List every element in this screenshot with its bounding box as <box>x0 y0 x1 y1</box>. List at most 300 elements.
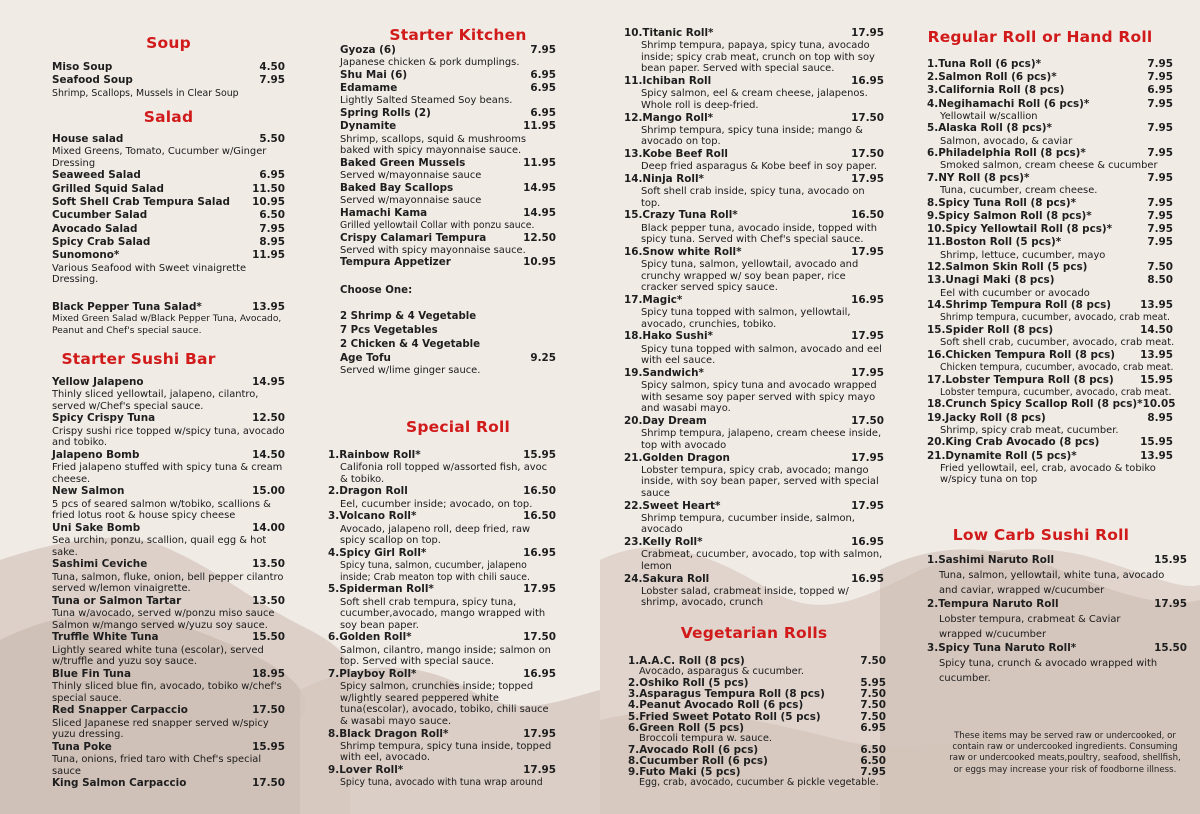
item-desc: Thinly sliced blue fin, avocado, tobiko w/chef's special sauce. <box>52 681 282 704</box>
item-price: 7.50 <box>860 688 886 701</box>
item-desc: Eel, cucumber inside; avocado, on top. <box>340 498 533 510</box>
vegetarian-list <box>628 656 886 789</box>
item-name <box>328 668 417 681</box>
item-desc: Lobster tempura, spicy crab, avocado; mango inside, with soy bean paper, served with special sauce <box>641 464 879 499</box>
item-title: Sandwich* <box>642 366 704 379</box>
item-title: Sakura Roll <box>642 572 710 585</box>
item-desc: Tuna, onions, fried taro with Chef's special sauce <box>52 754 262 777</box>
menu-item <box>328 449 556 485</box>
item-number: 4. <box>927 97 939 110</box>
menu-item <box>52 741 285 777</box>
item-price: 17.95 <box>851 172 884 185</box>
menu-item <box>624 173 884 209</box>
item-price: 16.95 <box>523 667 556 680</box>
item-price: 6.95 <box>530 82 556 95</box>
item-title: Peanut Avocado Roll (6 pcs) <box>639 699 804 712</box>
item-desc: Sliced Japanese red snapper served w/spicy yuzu dressing. <box>52 717 269 741</box>
item-price: 7.95 <box>1147 236 1173 249</box>
item-price: 17.50 <box>851 415 884 428</box>
item-desc: Broccoli tempura w. sauce. <box>639 733 773 745</box>
item-name: Seafood Soup <box>52 74 133 87</box>
item-number: 3. <box>927 84 939 97</box>
item-price: 17.95 <box>851 451 884 464</box>
item-number: 9. <box>328 764 340 777</box>
item-name <box>927 598 1059 612</box>
item-price: 16.95 <box>523 546 556 559</box>
item-name: Soft Shell Crab Tempura Salad <box>52 196 230 209</box>
item-desc: Japanese chicken & pork dumplings. <box>340 57 520 69</box>
item-title: Sweet Heart* <box>642 499 721 512</box>
item-price: 17.50 <box>851 148 884 161</box>
item-title: Cucumber Roll (6 pcs) <box>639 755 768 768</box>
item-name: Black Pepper Tuna Salad* <box>52 300 202 313</box>
vegetarian-rolls-title: Vegetarian Rolls <box>680 624 828 642</box>
item-price: 7.50 <box>860 710 886 723</box>
item-title: Philadelphia Roll (8 pcs)* <box>938 147 1086 160</box>
item-title: Spicy Girl Roll* <box>339 546 427 559</box>
item-number: 2. <box>628 677 640 689</box>
menu-item <box>927 210 1173 223</box>
item-price: 6.50 <box>860 755 886 768</box>
starter-kitchen-title: Starter Kitchen <box>389 26 527 44</box>
item-desc: Lobster tempura, crabmeat & Caviar wrapped w/cucumber <box>939 613 1121 641</box>
item-desc: Tuna, salmon, fluke, onion, bell pepper cilantro served w/lemon vinaigrette. <box>52 571 284 595</box>
menu-item <box>52 301 285 337</box>
item-name: Yellow Jalapeno <box>52 376 144 388</box>
item-name <box>624 573 709 586</box>
item-desc: Crispy sushi rice topped w/spicy tuna, avocado and tobiko. <box>52 425 285 449</box>
item-title: Ninja Roll* <box>642 172 704 185</box>
item-title: Tempura Naruto Roll <box>938 598 1059 611</box>
item-title: Alaska Roll (8 pcs)* <box>938 122 1052 135</box>
item-desc: Shrimp, Scallops, Mussels in Clear Soup <box>52 87 239 99</box>
item-name <box>927 349 1115 362</box>
soup-title: Soup <box>146 34 191 52</box>
item-title: Playboy Roll* <box>339 667 417 680</box>
item-title: Spicy Yellowtail Roll (8 pcs)* <box>945 223 1113 236</box>
menu-item <box>927 172 1173 197</box>
menu-item <box>52 236 285 249</box>
item-number: 12. <box>927 261 946 274</box>
item-name: Cucumber Salad <box>52 209 148 222</box>
item-title: Tuna Roll (6 pcs)* <box>938 58 1041 70</box>
item-number: 21. <box>624 451 643 464</box>
menu-item <box>927 642 1187 686</box>
item-number: 2. <box>927 598 939 611</box>
item-name: Hamachi Kama <box>340 206 428 219</box>
menu-item <box>340 207 556 232</box>
item-title: Kelly Roll* <box>642 536 703 549</box>
item-desc: Served w/mayonnaise sauce <box>340 170 482 182</box>
menu-item <box>340 232 556 257</box>
menu-item <box>340 182 556 207</box>
item-price: 18.95 <box>252 667 285 680</box>
item-number: 24. <box>624 572 643 585</box>
item-price: 11.95 <box>252 249 285 262</box>
item-name <box>624 173 704 186</box>
item-name: Seaweed Salad <box>52 169 141 182</box>
item-price: 13.50 <box>252 594 285 607</box>
item-name: Tempura Appetizer <box>340 256 451 269</box>
menu-item <box>628 767 886 789</box>
item-price: 12.50 <box>523 231 556 244</box>
menu-item <box>624 75 884 111</box>
menu-item <box>52 449 285 485</box>
item-name <box>927 450 1077 463</box>
menu-item <box>52 485 285 521</box>
menu-item <box>927 58 1173 71</box>
item-price: 15.95 <box>1140 373 1173 386</box>
menu-item <box>328 668 556 728</box>
item-title: Jacky Roll (8 pcs) <box>945 411 1046 424</box>
item-name: Baked Green Mussels <box>340 156 466 169</box>
regular-roll-title: Regular Roll or Hand Roll <box>927 28 1153 46</box>
item-price: 11.95 <box>523 156 556 169</box>
item-name <box>927 642 1076 656</box>
item-price: 13.95 <box>1140 348 1173 361</box>
menu-item <box>927 412 1173 437</box>
menu-item <box>927 122 1173 147</box>
menu-item <box>52 169 285 182</box>
item-title: Green Roll (5 pcs) <box>639 721 744 734</box>
item-number: 18. <box>624 330 643 343</box>
item-price: 14.50 <box>252 448 285 461</box>
item-title: Sashimi Naruto Roll <box>938 554 1055 566</box>
menu-item <box>927 398 1176 411</box>
item-desc: Shrimp tempura, cucumber, avocado, crab meat. <box>940 312 1170 324</box>
tempura-option: 2 Shrimp & 4 Vegetable <box>340 311 477 323</box>
item-desc: Fried jalapeno stuffed with spicy tuna & cream cheese. <box>52 462 283 485</box>
item-desc: Salmon, avocado, & caviar <box>940 135 1073 147</box>
item-number: 16. <box>927 348 946 361</box>
item-price: 17.95 <box>523 727 556 740</box>
item-price: 7.95 <box>1147 196 1173 209</box>
menu-item <box>328 583 556 631</box>
low-carb-list <box>927 554 1187 687</box>
salad-list <box>52 133 285 337</box>
item-title: Spiderman Roll* <box>339 583 434 596</box>
item-price: 7.95 <box>1147 122 1173 135</box>
item-title: Fried Sweet Potato Roll (5 pcs) <box>639 710 821 723</box>
item-desc: Yellowtail w/scallion <box>940 110 1038 122</box>
item-price: 13.95 <box>1140 299 1173 312</box>
item-price: 17.95 <box>523 764 556 777</box>
item-name: Crispy Calamari Tempura <box>340 231 487 244</box>
menu-item <box>927 324 1173 349</box>
item-title: Kobe Beef Roll <box>642 148 728 161</box>
menu-item <box>52 376 285 412</box>
item-price: 17.50 <box>851 111 884 124</box>
item-name: Sunomono* <box>52 249 120 262</box>
item-price: 6.95 <box>259 169 285 182</box>
item-price: 13.50 <box>252 558 285 571</box>
item-title: Lover Roll* <box>339 764 404 777</box>
item-title: Titanic Roll* <box>642 27 714 39</box>
item-name <box>927 236 1061 249</box>
item-name <box>624 500 720 513</box>
item-number: 9. <box>628 766 640 779</box>
item-title: Ichiban Roll <box>642 75 712 88</box>
menu-item <box>328 728 556 764</box>
item-number: 2. <box>927 71 939 84</box>
item-desc: Mixed Greens, Tomato, Cucumber w/Ginger Dressing <box>52 146 267 169</box>
item-price: 17.95 <box>851 499 884 512</box>
item-name: Spring Rolls (2) <box>340 107 431 120</box>
menu-item <box>340 256 556 269</box>
menu-item <box>624 452 884 500</box>
item-price: 14.00 <box>252 521 285 534</box>
item-name: Baked Bay Scallops <box>340 181 454 194</box>
item-number: 20. <box>927 436 946 449</box>
item-number: 2. <box>328 485 340 498</box>
item-title: Futo Maki (5 pcs) <box>639 766 741 779</box>
item-name <box>927 554 1054 568</box>
item-price: 17.95 <box>523 583 556 596</box>
item-name: Uni Sake Bomb <box>52 521 141 534</box>
tempura-option: 2 Chicken & 4 Vegetable <box>340 338 481 350</box>
item-desc: Lobster salad, crabmeat inside, topped w/ shrimp, avocado, crunch <box>641 585 849 609</box>
item-title: Crazy Tuna Roll* <box>642 209 738 222</box>
item-price: 6.50 <box>259 209 285 222</box>
item-number: 6. <box>927 147 939 160</box>
item-name <box>328 631 412 644</box>
tempura-option: 7 Pcs Vegetables <box>340 325 438 337</box>
item-name: Shu Mai (6) <box>340 68 408 81</box>
item-number: 5. <box>628 710 640 723</box>
menu-item <box>52 209 285 222</box>
item-name <box>624 294 682 307</box>
item-number: 6. <box>328 631 340 644</box>
item-price: 14.95 <box>523 181 556 194</box>
item-number: 16. <box>624 245 643 258</box>
item-number: 19. <box>624 366 643 379</box>
menu-item <box>927 450 1173 486</box>
item-price: 11.50 <box>252 182 285 195</box>
item-name <box>927 436 1099 449</box>
item-price: 16.95 <box>851 536 884 549</box>
item-price: 7.95 <box>1147 210 1173 222</box>
item-number: 11. <box>927 236 946 249</box>
item-number: 20. <box>624 415 643 428</box>
item-desc: Avocado, asparagus & cucumber. <box>639 666 805 678</box>
item-name: New Salmon <box>52 485 125 498</box>
menu-item <box>52 668 285 704</box>
item-desc: Shrimp tempura, spicy tuna inside; mango & avocado on top. <box>641 124 863 148</box>
menu-item <box>624 148 884 173</box>
item-desc: Califonia roll topped w/assorted fish, avoc & tobiko. <box>340 462 548 485</box>
item-number: 3. <box>628 688 640 701</box>
item-desc: Tuna, cucumber, cream cheese. <box>940 185 1098 197</box>
menu-item <box>340 44 556 69</box>
item-name <box>328 510 416 523</box>
menu-item <box>624 246 884 294</box>
item-name: Tuna or Salmon Tartar <box>52 594 182 607</box>
item-name <box>328 547 426 560</box>
item-price: 8.95 <box>1147 411 1173 424</box>
item-name <box>927 374 1114 387</box>
menu-item <box>52 61 285 74</box>
item-number: 7. <box>328 667 340 680</box>
item-desc: Black pepper tuna, avocado inside, topped with spicy tuna. Served with Chef's special sauce. <box>641 222 877 246</box>
item-desc: Spicy tuna topped with salmon, avocado and eel with eel sauce. <box>641 343 882 367</box>
item-name <box>927 412 1046 425</box>
menu-item <box>340 157 556 182</box>
regular-roll-list <box>927 58 1176 486</box>
item-desc: Egg, crab, avocado, cucumber & pickle vegetable. <box>639 777 879 789</box>
item-name: Age Tofu <box>340 351 391 364</box>
item-name: Edamame <box>340 82 398 95</box>
menu-item <box>52 558 285 594</box>
item-desc: Served with spicy mayonnaise sauce. <box>340 244 526 256</box>
menu-item <box>927 349 1173 374</box>
item-number: 5. <box>927 122 939 135</box>
menu-item <box>52 631 285 667</box>
item-price: 14.50 <box>1140 324 1173 336</box>
item-name <box>927 274 1054 287</box>
item-number: 8. <box>927 196 939 209</box>
item-title: A.A.C. Roll (8 pcs) <box>639 655 745 667</box>
item-name <box>927 122 1052 135</box>
item-price: 15.95 <box>252 740 285 753</box>
menu-item <box>624 112 884 148</box>
item-price: 7.50 <box>860 699 886 712</box>
item-desc: Lobster tempura, cucumber, avocado, crab meat. <box>940 386 1172 398</box>
item-number: 4. <box>628 699 640 712</box>
item-name: Grilled Squid Salad <box>52 182 164 195</box>
item-price: 7.95 <box>1147 223 1173 236</box>
item-price: 10.95 <box>252 196 285 209</box>
item-name <box>927 147 1086 160</box>
item-price: 15.95 <box>1140 436 1173 449</box>
menu-item <box>340 107 556 120</box>
item-price: 7.95 <box>259 222 285 235</box>
item-title: Avocado Roll (6 pcs) <box>639 743 759 756</box>
item-number: 1. <box>927 554 939 566</box>
item-name <box>624 330 713 343</box>
item-price: 7.95 <box>259 74 285 87</box>
item-name <box>927 197 1076 210</box>
item-number: 15. <box>624 209 643 222</box>
item-title: Boston Roll (5 pcs)* <box>945 236 1062 249</box>
item-name: Blue Fin Tuna <box>52 667 131 680</box>
item-title: King Crab Avocado (8 pcs) <box>945 436 1100 449</box>
item-name: Avocado Salad <box>52 222 138 235</box>
item-desc: Grilled yellowtail Collar with ponzu sauce. <box>340 219 535 231</box>
menu-item <box>927 554 1187 598</box>
item-name: Gyoza (6) <box>340 44 396 56</box>
item-price: 17.50 <box>252 777 285 790</box>
menu-item <box>927 374 1173 399</box>
item-number: 10. <box>624 27 643 39</box>
item-name <box>624 148 728 161</box>
menu-item <box>340 69 556 82</box>
item-price: 15.50 <box>1154 642 1187 655</box>
item-title: Black Dragon Roll* <box>339 727 449 740</box>
sushi-bar-list <box>52 376 285 791</box>
item-name <box>927 261 1087 274</box>
item-title: Asparagus Tempura Roll (8 pcs) <box>639 688 825 701</box>
item-desc: Spicy tuna, salmon, yellowtail, avocado and crunchy wrapped w/ soy bean paper, rice cracker served spicy sauce. <box>641 259 859 294</box>
menu-item <box>927 274 1173 299</box>
item-price: 17.95 <box>851 27 884 39</box>
item-desc: Shrimp, lettuce, cucumber, mayo <box>940 249 1106 261</box>
menu-item <box>52 777 285 790</box>
special-roll-list-continued <box>624 27 884 609</box>
item-number: 1. <box>328 449 340 461</box>
menu-item <box>52 412 285 448</box>
item-price: 17.95 <box>851 330 884 343</box>
item-title: Golden Roll* <box>339 631 412 644</box>
item-name <box>927 58 1041 71</box>
item-price: 10.05 <box>1142 398 1176 411</box>
menu-item <box>328 631 556 667</box>
item-title: Hako Sushi* <box>642 330 713 343</box>
item-title: Snow white Roll* <box>642 245 742 258</box>
item-name <box>927 172 1029 185</box>
item-number: 1. <box>927 58 939 70</box>
item-number: 6. <box>628 721 640 734</box>
item-price: 17.50 <box>523 631 556 644</box>
menu-item <box>52 133 285 169</box>
item-price: 7.95 <box>1147 97 1173 110</box>
item-title: Spider Roll (8 pcs) <box>945 324 1054 336</box>
item-price: 7.95 <box>1147 147 1173 160</box>
item-desc: Spicy tuna, avocado with tuna wrap around <box>340 777 543 789</box>
menu-item <box>927 71 1173 84</box>
item-name: Miso Soup <box>52 61 113 73</box>
item-price: 15.95 <box>1154 554 1187 566</box>
item-desc: Shrimp tempura, spicy tuna inside, topped with eel, avocado. <box>340 740 552 764</box>
item-desc: Tuna, salmon, yellowtail, white tuna, avocado and caviar, wrapped w/cucumber <box>939 569 1165 596</box>
item-name <box>328 764 403 777</box>
item-desc: Various Seafood with Sweet vinaigrette Dressing. <box>52 262 247 286</box>
item-desc: Mixed Green Salad w/Black Pepper Tuna, Avocado, Peanut and Chef's special sauce. <box>52 314 282 336</box>
menu-item <box>624 500 884 536</box>
item-desc: Shrimp tempura, jalapeno, cream cheese inside, top with avocado <box>641 428 882 451</box>
item-desc: Spicy tuna, salmon, cucumber, jalapeno inside; Crab meaton top with chili sauce. <box>340 560 530 583</box>
item-name <box>927 71 1057 84</box>
item-price: 17.95 <box>851 366 884 379</box>
item-title: Crunch Spicy Scallop Roll (8 pcs)* <box>945 398 1143 411</box>
menu-item <box>328 485 556 510</box>
item-price: 7.50 <box>860 655 886 667</box>
item-price: 16.50 <box>523 485 556 498</box>
item-number: 4. <box>328 546 340 559</box>
menu-item <box>927 598 1187 642</box>
item-desc: 5 pcs of seared salmon w/tobiko, scallions & fried lotus root & house spicy cheese <box>52 498 271 522</box>
item-desc: Tuna w/avocado, served w/ponzu miso sauce Salmon w/mango served w/yuzu soy sauce. <box>52 608 275 631</box>
item-title: Mango Roll* <box>642 111 714 124</box>
item-price: 16.95 <box>851 293 884 306</box>
item-name: Red Snapper Carpaccio <box>52 704 188 717</box>
item-name <box>624 452 730 465</box>
item-name <box>624 536 703 549</box>
item-price: 7.95 <box>1147 172 1173 184</box>
item-desc: Crabmeat, cucumber, avocado, top with salmon, lemon <box>641 549 883 572</box>
item-desc: Lightly Salted Steamed Soy beans. <box>340 95 513 107</box>
menu-item <box>52 74 285 99</box>
menu-item <box>52 183 285 196</box>
item-name: Truffle White Tuna <box>52 631 159 644</box>
item-title: Negihamachi Roll (6 pcs)* <box>938 97 1090 110</box>
item-number: 8. <box>328 727 340 740</box>
item-number: 21. <box>927 449 946 462</box>
item-number: 9. <box>927 210 939 222</box>
item-name: King Salmon Carpaccio <box>52 777 187 790</box>
item-price: 6.95 <box>530 107 556 120</box>
item-price: 8.95 <box>259 235 285 248</box>
menu-item <box>927 299 1173 324</box>
